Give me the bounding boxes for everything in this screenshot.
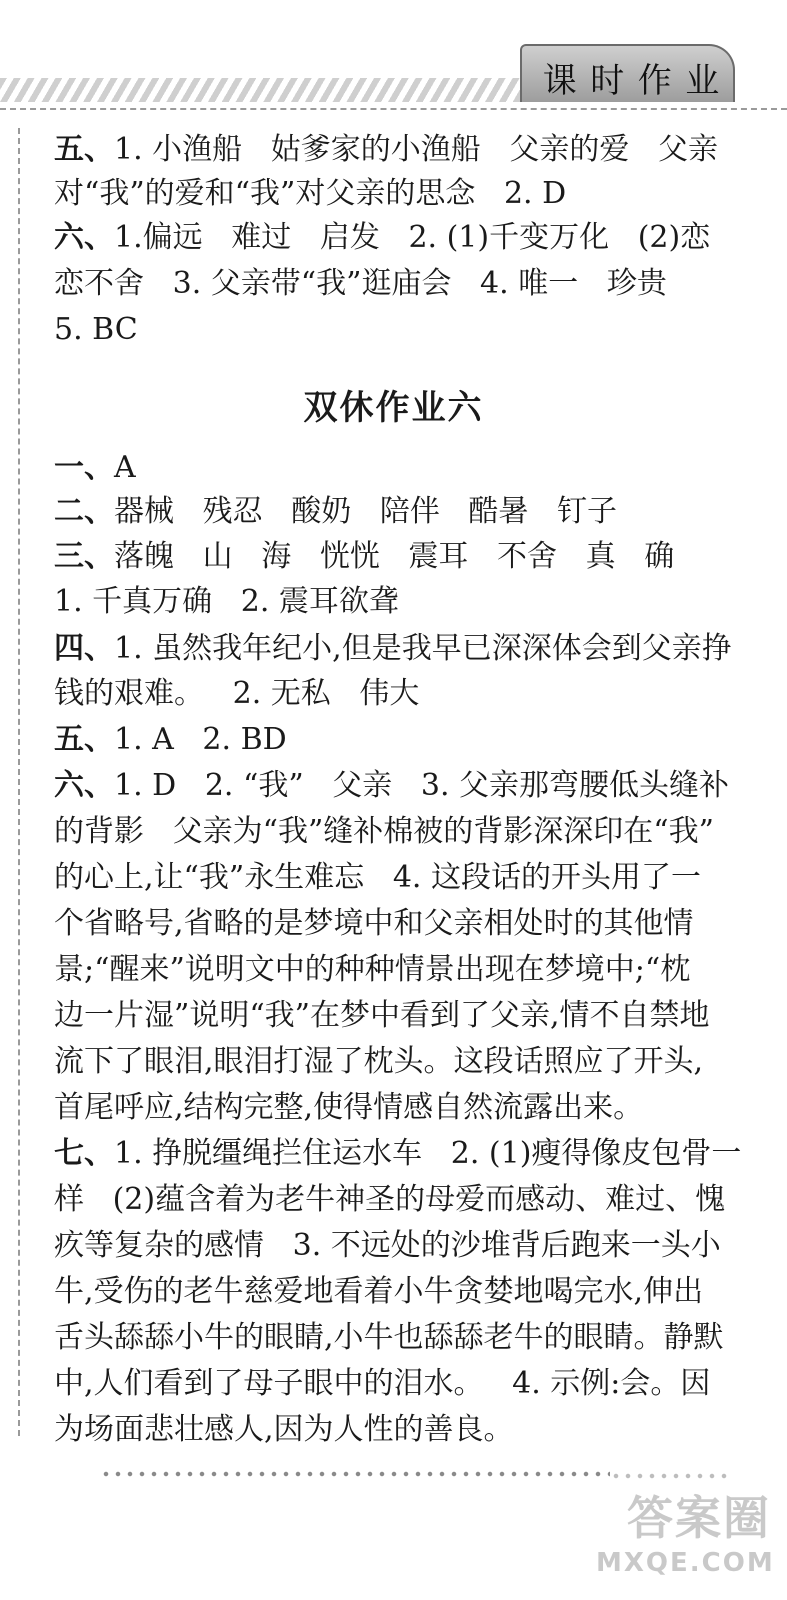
answer-line — [54, 308, 138, 352]
answer-text: 对“我”的爱和“我”对父亲的思念 2. D — [54, 176, 567, 211]
watermark-url: MXQE.COM — [596, 1548, 775, 1578]
answer-text: 1. 小渔船 姑爹家的小渔船 父亲的爱 父亲 — [114, 132, 718, 167]
answer-line — [54, 948, 690, 992]
answer-text: 流下了眼泪,眼泪打湿了枕头。这段话照应了开头, — [54, 1044, 704, 1079]
answer-text: 落魄 山 海 恍恍 震耳 不舍 真 确 — [114, 539, 675, 574]
question-number: 三、 — [54, 539, 114, 574]
answer-line — [54, 718, 287, 762]
answer-text: 1.偏远 难过 启发 2. (1)千变万化 (2)恋 — [114, 220, 711, 255]
question-number: 四、 — [54, 631, 114, 666]
answer-text: 个省略号,省略的是梦境中和父亲相处时的其他情 — [54, 906, 694, 941]
answer-line — [54, 810, 714, 854]
header-stripe-band — [0, 78, 528, 102]
answer-text: 的心上,让“我”永生难忘 4. 这段话的开头用了一 — [54, 860, 701, 895]
answer-text: 1. A 2. BD — [114, 722, 287, 757]
question-number: 五、 — [54, 132, 114, 167]
answer-text: 钱的艰难。 2. 无私 伟大 — [54, 676, 420, 711]
answer-text: 恋不舍 3. 父亲带“我”逛庙会 4. 唯一 珍贵 — [54, 266, 667, 301]
answer-line — [54, 902, 694, 946]
answer-text: 1. 挣脱缰绳拦住运水车 2. (1)瘦得像皮包骨一 — [114, 1136, 742, 1171]
header-title-char: 业 — [685, 60, 722, 101]
header-title-char: 作 — [637, 60, 674, 101]
left-margin-rule — [18, 128, 20, 1436]
answer-text: 1. D 2. “我” 父亲 3. 父亲那弯腰低头缝补 — [114, 768, 730, 803]
answer-text: 样 (2)蕴含着为老牛神圣的母爱而感动、难过、愧 — [54, 1182, 726, 1217]
question-number: 五、 — [54, 722, 114, 757]
answer-text: 器械 残忍 酸奶 陪伴 酷暑 钉子 — [114, 494, 618, 529]
answer-line — [54, 446, 136, 490]
answer-line — [54, 1316, 724, 1360]
answer-line — [54, 580, 399, 624]
answer-line — [54, 535, 674, 579]
question-number: 六、 — [54, 768, 114, 803]
answer-text: 牛,受伤的老牛慈爱地看着小牛贪婪地喝完水,伸出 — [54, 1274, 704, 1309]
answer-text: 边一片湿”说明“我”在梦中看到了父亲,情不自禁地 — [54, 998, 710, 1033]
answer-text: 1. 千真万确 2. 震耳欲聋 — [54, 584, 399, 619]
answer-text: 疚等复杂的感情 3. 不远处的沙堆背后跑来一头小 — [54, 1228, 721, 1263]
answer-line — [54, 994, 710, 1038]
answer-line — [54, 216, 710, 260]
answer-line — [54, 1408, 514, 1452]
answer-text: A — [114, 450, 136, 485]
answer-text: 首尾呼应,结构完整,使得情感自然流露出来。 — [54, 1090, 644, 1125]
answer-line — [54, 856, 701, 900]
answer-text: 为场面悲壮感人,因为人性的善良。 — [54, 1412, 514, 1447]
answer-line — [54, 490, 617, 534]
watermark — [596, 1488, 775, 1578]
answer-line — [54, 262, 667, 306]
header-title-char: 时 — [590, 60, 627, 101]
answer-line — [54, 1270, 703, 1314]
section-title: 双休作业六 — [303, 388, 484, 428]
answer-line — [54, 1362, 710, 1406]
footer-dotted-rule-faint — [610, 1470, 730, 1482]
answer-line — [54, 764, 729, 808]
answer-line — [54, 627, 732, 671]
answer-line — [54, 1086, 643, 1130]
header-dashed-rule — [0, 108, 787, 110]
answer-text: 1. 虽然我年纪小,但是我早已深深体会到父亲挣 — [114, 631, 732, 666]
answer-text: 舌头舔舔小牛的眼睛,小牛也舔舔老牛的眼睛。静默 — [54, 1320, 724, 1355]
answer-line — [54, 1040, 703, 1084]
answer-text: 中,人们看到了母子眼中的泪水。 4. 示例:会。因 — [54, 1366, 711, 1401]
question-number: 七、 — [54, 1136, 114, 1171]
footer-dotted-rule — [100, 1466, 610, 1482]
answer-line — [54, 1178, 725, 1222]
answer-line — [54, 1132, 741, 1176]
answer-line — [54, 672, 419, 716]
answer-text: 5. BC — [54, 312, 138, 347]
watermark-text: 答案圈 — [627, 1491, 771, 1545]
header-title — [537, 52, 727, 102]
answer-text: 的背影 父亲为“我”缝补棉被的背影深深印在“我” — [54, 814, 714, 849]
question-number: 一、 — [54, 450, 114, 485]
answer-line — [54, 172, 566, 216]
header-title-char: 课 — [542, 60, 579, 101]
answer-line — [54, 1224, 721, 1268]
question-number: 二、 — [54, 494, 114, 529]
question-number: 六、 — [54, 220, 114, 255]
answer-text: 景;“醒来”说明文中的种种情景出现在梦境中;“枕 — [54, 952, 691, 987]
answer-line — [54, 128, 718, 172]
